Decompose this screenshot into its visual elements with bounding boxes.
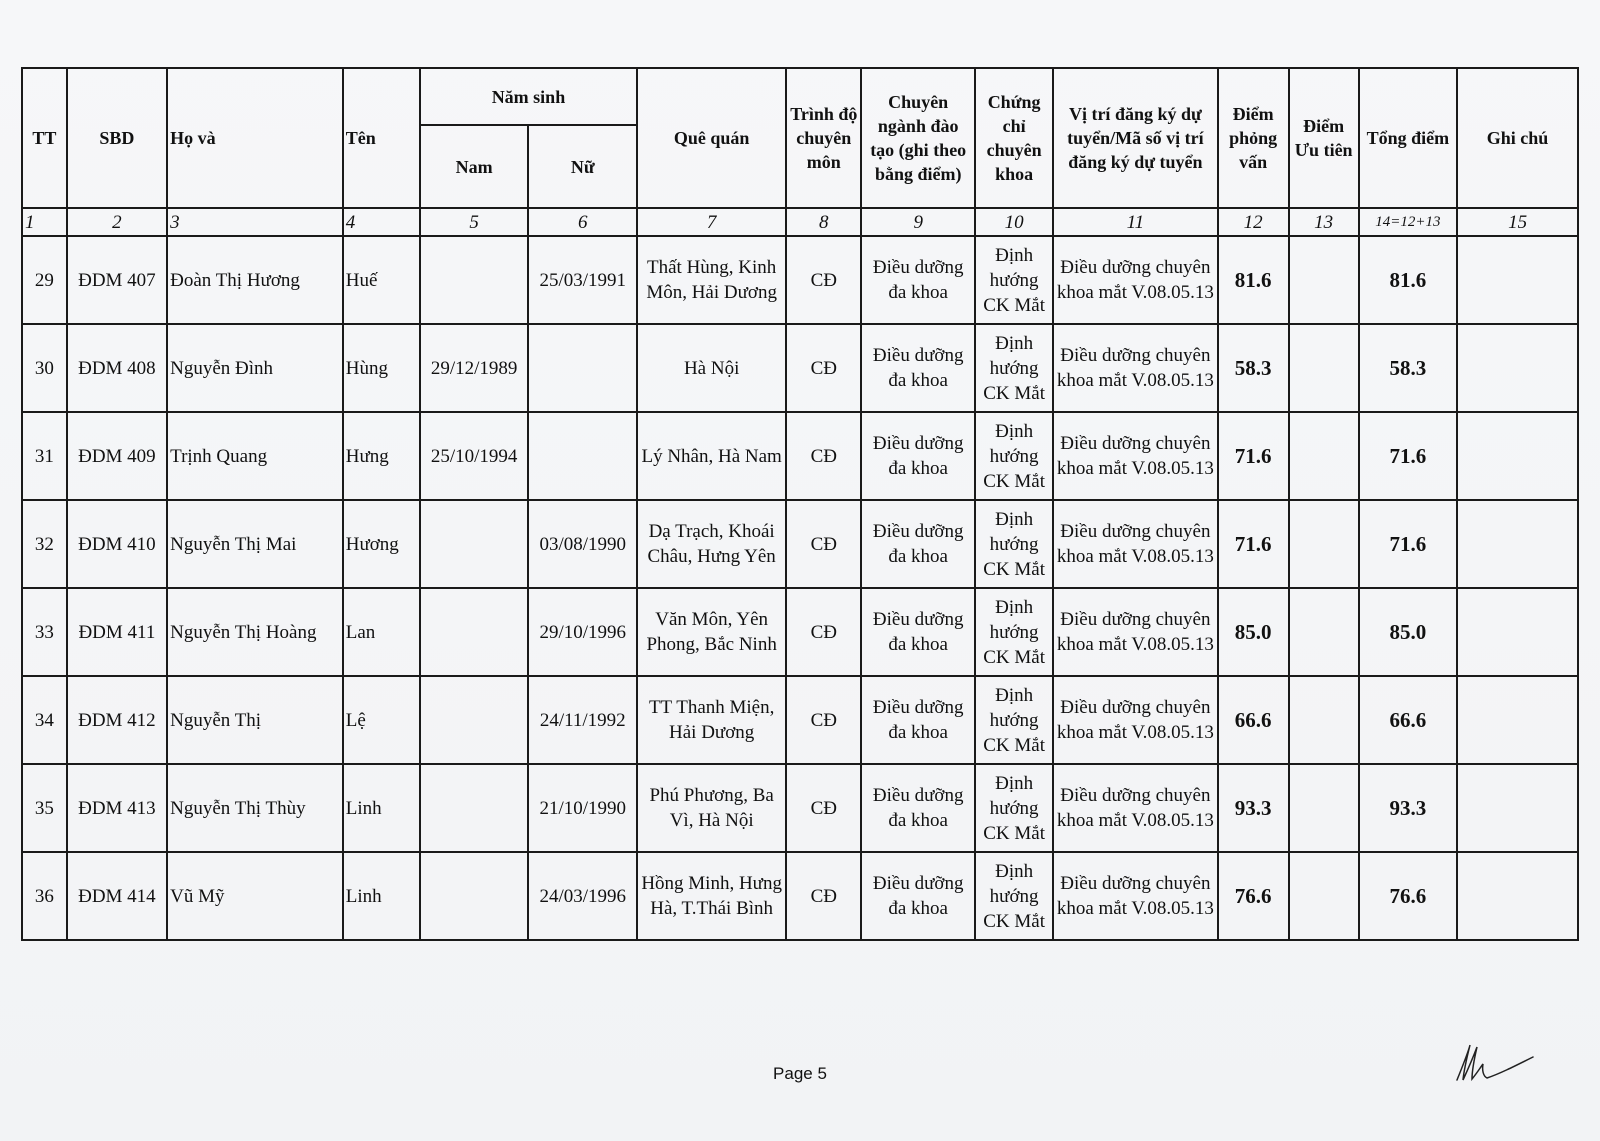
index-cell: 14=12+13	[1359, 208, 1457, 236]
candidate-table	[21, 67, 1579, 941]
cell-vi-tri: Điều dưỡng chuyên khoa mắt V.08.05.13	[1053, 676, 1217, 764]
cell-ho: Nguyễn Thị Mai	[167, 500, 343, 588]
cell-ho: Đoàn Thị Hương	[167, 236, 343, 324]
cell-tt: 29	[22, 236, 67, 324]
cell-tt: 33	[22, 588, 67, 676]
cell-tt: 31	[22, 412, 67, 500]
cell-trinh-do: CĐ	[786, 412, 861, 500]
cell-nam-sinh-nu	[528, 324, 637, 412]
index-cell: 15	[1457, 208, 1578, 236]
cell-diem-phong-van: 93.3	[1218, 764, 1289, 852]
cell-sbd: ĐDM 412	[67, 676, 167, 764]
cell-diem-uu-tien	[1289, 764, 1359, 852]
cell-ho: Vũ Mỹ	[167, 852, 343, 940]
cell-tong-diem: 85.0	[1359, 588, 1457, 676]
cell-nam-sinh-nu: 24/11/1992	[528, 676, 637, 764]
cell-chung-chi: Định hướng CK Mắt	[975, 676, 1053, 764]
cell-ho: Nguyễn Thị	[167, 676, 343, 764]
cell-sbd: ĐDM 407	[67, 236, 167, 324]
cell-tt: 35	[22, 764, 67, 852]
cell-sbd: ĐDM 411	[67, 588, 167, 676]
cell-tong-diem: 71.6	[1359, 412, 1457, 500]
cell-diem-phong-van: 76.6	[1218, 852, 1289, 940]
cell-ten: Linh	[343, 764, 420, 852]
cell-diem-uu-tien	[1289, 324, 1359, 412]
cell-nam-sinh-nam: 29/12/1989	[420, 324, 529, 412]
cell-diem-uu-tien	[1289, 500, 1359, 588]
header-ghi-chu: Ghi chú	[1457, 68, 1578, 208]
table-row	[22, 588, 1578, 676]
cell-vi-tri: Điều dưỡng chuyên khoa mắt V.08.05.13	[1053, 764, 1217, 852]
cell-vi-tri: Điều dưỡng chuyên khoa mắt V.08.05.13	[1053, 588, 1217, 676]
cell-chuyen-nganh: Điều dưỡng đa khoa	[861, 588, 975, 676]
cell-sbd: ĐDM 413	[67, 764, 167, 852]
cell-vi-tri: Điều dưỡng chuyên khoa mắt V.08.05.13	[1053, 236, 1217, 324]
cell-nam-sinh-nu: 24/03/1996	[528, 852, 637, 940]
cell-tong-diem: 81.6	[1359, 236, 1457, 324]
cell-tong-diem: 66.6	[1359, 676, 1457, 764]
table-row	[22, 500, 1578, 588]
cell-nam-sinh-nu: 21/10/1990	[528, 764, 637, 852]
header-nam: Nam	[420, 125, 529, 208]
cell-vi-tri: Điều dưỡng chuyên khoa mắt V.08.05.13	[1053, 500, 1217, 588]
table-header	[22, 68, 1578, 208]
index-cell: 9	[861, 208, 975, 236]
cell-sbd: ĐDM 408	[67, 324, 167, 412]
index-cell: 13	[1289, 208, 1359, 236]
cell-diem-uu-tien	[1289, 676, 1359, 764]
header-chuyen-nganh: Chuyên ngành đào tạo (ghi theo bằng điểm)	[861, 68, 975, 208]
cell-ghi-chu	[1457, 412, 1578, 500]
cell-tong-diem: 58.3	[1359, 324, 1457, 412]
cell-chuyen-nganh: Điều dưỡng đa khoa	[861, 236, 975, 324]
cell-nam-sinh-nu	[528, 412, 637, 500]
cell-ghi-chu	[1457, 588, 1578, 676]
cell-ten: Linh	[343, 852, 420, 940]
cell-nam-sinh-nam	[420, 500, 529, 588]
cell-ghi-chu	[1457, 324, 1578, 412]
cell-ghi-chu	[1457, 852, 1578, 940]
index-cell: 11	[1053, 208, 1217, 236]
cell-diem-uu-tien	[1289, 236, 1359, 324]
cell-tong-diem: 71.6	[1359, 500, 1457, 588]
cell-ghi-chu	[1457, 236, 1578, 324]
cell-chuyen-nganh: Điều dưỡng đa khoa	[861, 852, 975, 940]
index-cell: 12	[1218, 208, 1289, 236]
cell-nam-sinh-nam	[420, 236, 529, 324]
cell-nam-sinh-nam: 25/10/1994	[420, 412, 529, 500]
cell-chung-chi: Định hướng CK Mắt	[975, 236, 1053, 324]
column-index-row	[22, 208, 1578, 236]
cell-ho: Trịnh Quang	[167, 412, 343, 500]
signature-scribble	[1455, 1043, 1535, 1083]
cell-nam-sinh-nam	[420, 676, 529, 764]
cell-chuyen-nganh: Điều dưỡng đa khoa	[861, 324, 975, 412]
cell-chuyen-nganh: Điều dưỡng đa khoa	[861, 764, 975, 852]
index-cell: 6	[528, 208, 637, 236]
cell-que-quan: Hồng Minh, Hưng Hà, T.Thái Bình	[637, 852, 786, 940]
cell-sbd: ĐDM 410	[67, 500, 167, 588]
cell-que-quan: Lý Nhân, Hà Nam	[637, 412, 786, 500]
cell-vi-tri: Điều dưỡng chuyên khoa mắt V.08.05.13	[1053, 852, 1217, 940]
index-cell: 10	[975, 208, 1053, 236]
cell-diem-phong-van: 81.6	[1218, 236, 1289, 324]
cell-ho: Nguyễn Đình	[167, 324, 343, 412]
cell-que-quan: Văn Môn, Yên Phong, Bắc Ninh	[637, 588, 786, 676]
page-number: Page 5	[773, 1064, 827, 1083]
cell-nam-sinh-nam	[420, 764, 529, 852]
table-row	[22, 852, 1578, 940]
header-ho-va: Họ và	[167, 68, 343, 208]
cell-ghi-chu	[1457, 676, 1578, 764]
cell-chuyen-nganh: Điều dưỡng đa khoa	[861, 676, 975, 764]
cell-chuyen-nganh: Điều dưỡng đa khoa	[861, 500, 975, 588]
cell-que-quan: Hà Nội	[637, 324, 786, 412]
cell-diem-phong-van: 71.6	[1218, 500, 1289, 588]
cell-ho: Nguyễn Thị Thùy	[167, 764, 343, 852]
cell-que-quan: TT Thanh Miện, Hải Dương	[637, 676, 786, 764]
cell-vi-tri: Điều dưỡng chuyên khoa mắt V.08.05.13	[1053, 412, 1217, 500]
header-nu: Nữ	[528, 125, 637, 208]
cell-que-quan: Dạ Trạch, Khoái Châu, Hưng Yên	[637, 500, 786, 588]
index-cell: 2	[67, 208, 167, 236]
cell-diem-uu-tien	[1289, 852, 1359, 940]
index-cell: 8	[786, 208, 861, 236]
table-row	[22, 236, 1578, 324]
cell-vi-tri: Điều dưỡng chuyên khoa mắt V.08.05.13	[1053, 324, 1217, 412]
header-tong-diem: Tổng điểm	[1359, 68, 1457, 208]
signature	[1455, 1043, 1535, 1088]
cell-ten: Hưng	[343, 412, 420, 500]
cell-chuyen-nganh: Điều dưỡng đa khoa	[861, 412, 975, 500]
header-diem-uu-tien: Điểm Ưu tiên	[1289, 68, 1359, 208]
index-cell: 1	[22, 208, 67, 236]
cell-chung-chi: Định hướng CK Mắt	[975, 764, 1053, 852]
cell-chung-chi: Định hướng CK Mắt	[975, 588, 1053, 676]
cell-diem-phong-van: 58.3	[1218, 324, 1289, 412]
cell-tong-diem: 93.3	[1359, 764, 1457, 852]
cell-ho: Nguyễn Thị Hoàng	[167, 588, 343, 676]
cell-diem-phong-van: 85.0	[1218, 588, 1289, 676]
cell-ghi-chu	[1457, 764, 1578, 852]
cell-tt: 36	[22, 852, 67, 940]
cell-diem-phong-van: 71.6	[1218, 412, 1289, 500]
cell-trinh-do: CĐ	[786, 588, 861, 676]
cell-diem-uu-tien	[1289, 588, 1359, 676]
cell-sbd: ĐDM 414	[67, 852, 167, 940]
cell-diem-phong-van: 66.6	[1218, 676, 1289, 764]
cell-trinh-do: CĐ	[786, 764, 861, 852]
index-cell: 5	[420, 208, 529, 236]
cell-que-quan: Thất Hùng, Kinh Môn, Hải Dương	[637, 236, 786, 324]
header-chung-chi: Chứng chỉ chuyên khoa	[975, 68, 1053, 208]
header-tt: TT	[22, 68, 67, 208]
header-ten: Tên	[343, 68, 420, 208]
cell-trinh-do: CĐ	[786, 676, 861, 764]
table-row	[22, 764, 1578, 852]
header-diem-phong-van: Điểm phỏng vấn	[1218, 68, 1289, 208]
cell-ten: Hùng	[343, 324, 420, 412]
cell-nam-sinh-nam	[420, 588, 529, 676]
cell-sbd: ĐDM 409	[67, 412, 167, 500]
cell-chung-chi: Định hướng CK Mắt	[975, 412, 1053, 500]
cell-diem-uu-tien	[1289, 412, 1359, 500]
cell-ten: Lan	[343, 588, 420, 676]
header-vi-tri: Vị trí đăng ký dự tuyển/Mã số vị trí đăng ký dự tuyển	[1053, 68, 1217, 208]
cell-trinh-do: CĐ	[786, 500, 861, 588]
cell-ten: Huế	[343, 236, 420, 324]
header-sbd: SBD	[67, 68, 167, 208]
cell-ghi-chu	[1457, 500, 1578, 588]
cell-nam-sinh-nam	[420, 852, 529, 940]
header-que-quan: Quê quán	[637, 68, 786, 208]
cell-trinh-do: CĐ	[786, 852, 861, 940]
cell-trinh-do: CĐ	[786, 324, 861, 412]
cell-nam-sinh-nu: 29/10/1996	[528, 588, 637, 676]
cell-nam-sinh-nu: 25/03/1991	[528, 236, 637, 324]
cell-ten: Hương	[343, 500, 420, 588]
table-row	[22, 324, 1578, 412]
cell-tt: 30	[22, 324, 67, 412]
header-trinh-do: Trình độ chuyên môn	[786, 68, 861, 208]
cell-tt: 34	[22, 676, 67, 764]
cell-trinh-do: CĐ	[786, 236, 861, 324]
cell-ten: Lệ	[343, 676, 420, 764]
cell-tong-diem: 76.6	[1359, 852, 1457, 940]
table-row	[22, 676, 1578, 764]
table-row	[22, 412, 1578, 500]
index-cell: 4	[343, 208, 420, 236]
cell-nam-sinh-nu: 03/08/1990	[528, 500, 637, 588]
cell-chung-chi: Định hướng CK Mắt	[975, 324, 1053, 412]
cell-chung-chi: Định hướng CK Mắt	[975, 852, 1053, 940]
cell-tt: 32	[22, 500, 67, 588]
cell-que-quan: Phú Phương, Ba Vì, Hà Nội	[637, 764, 786, 852]
cell-chung-chi: Định hướng CK Mắt	[975, 500, 1053, 588]
index-cell: 3	[167, 208, 343, 236]
header-nam-sinh: Năm sinh	[420, 68, 637, 125]
index-cell: 7	[637, 208, 786, 236]
